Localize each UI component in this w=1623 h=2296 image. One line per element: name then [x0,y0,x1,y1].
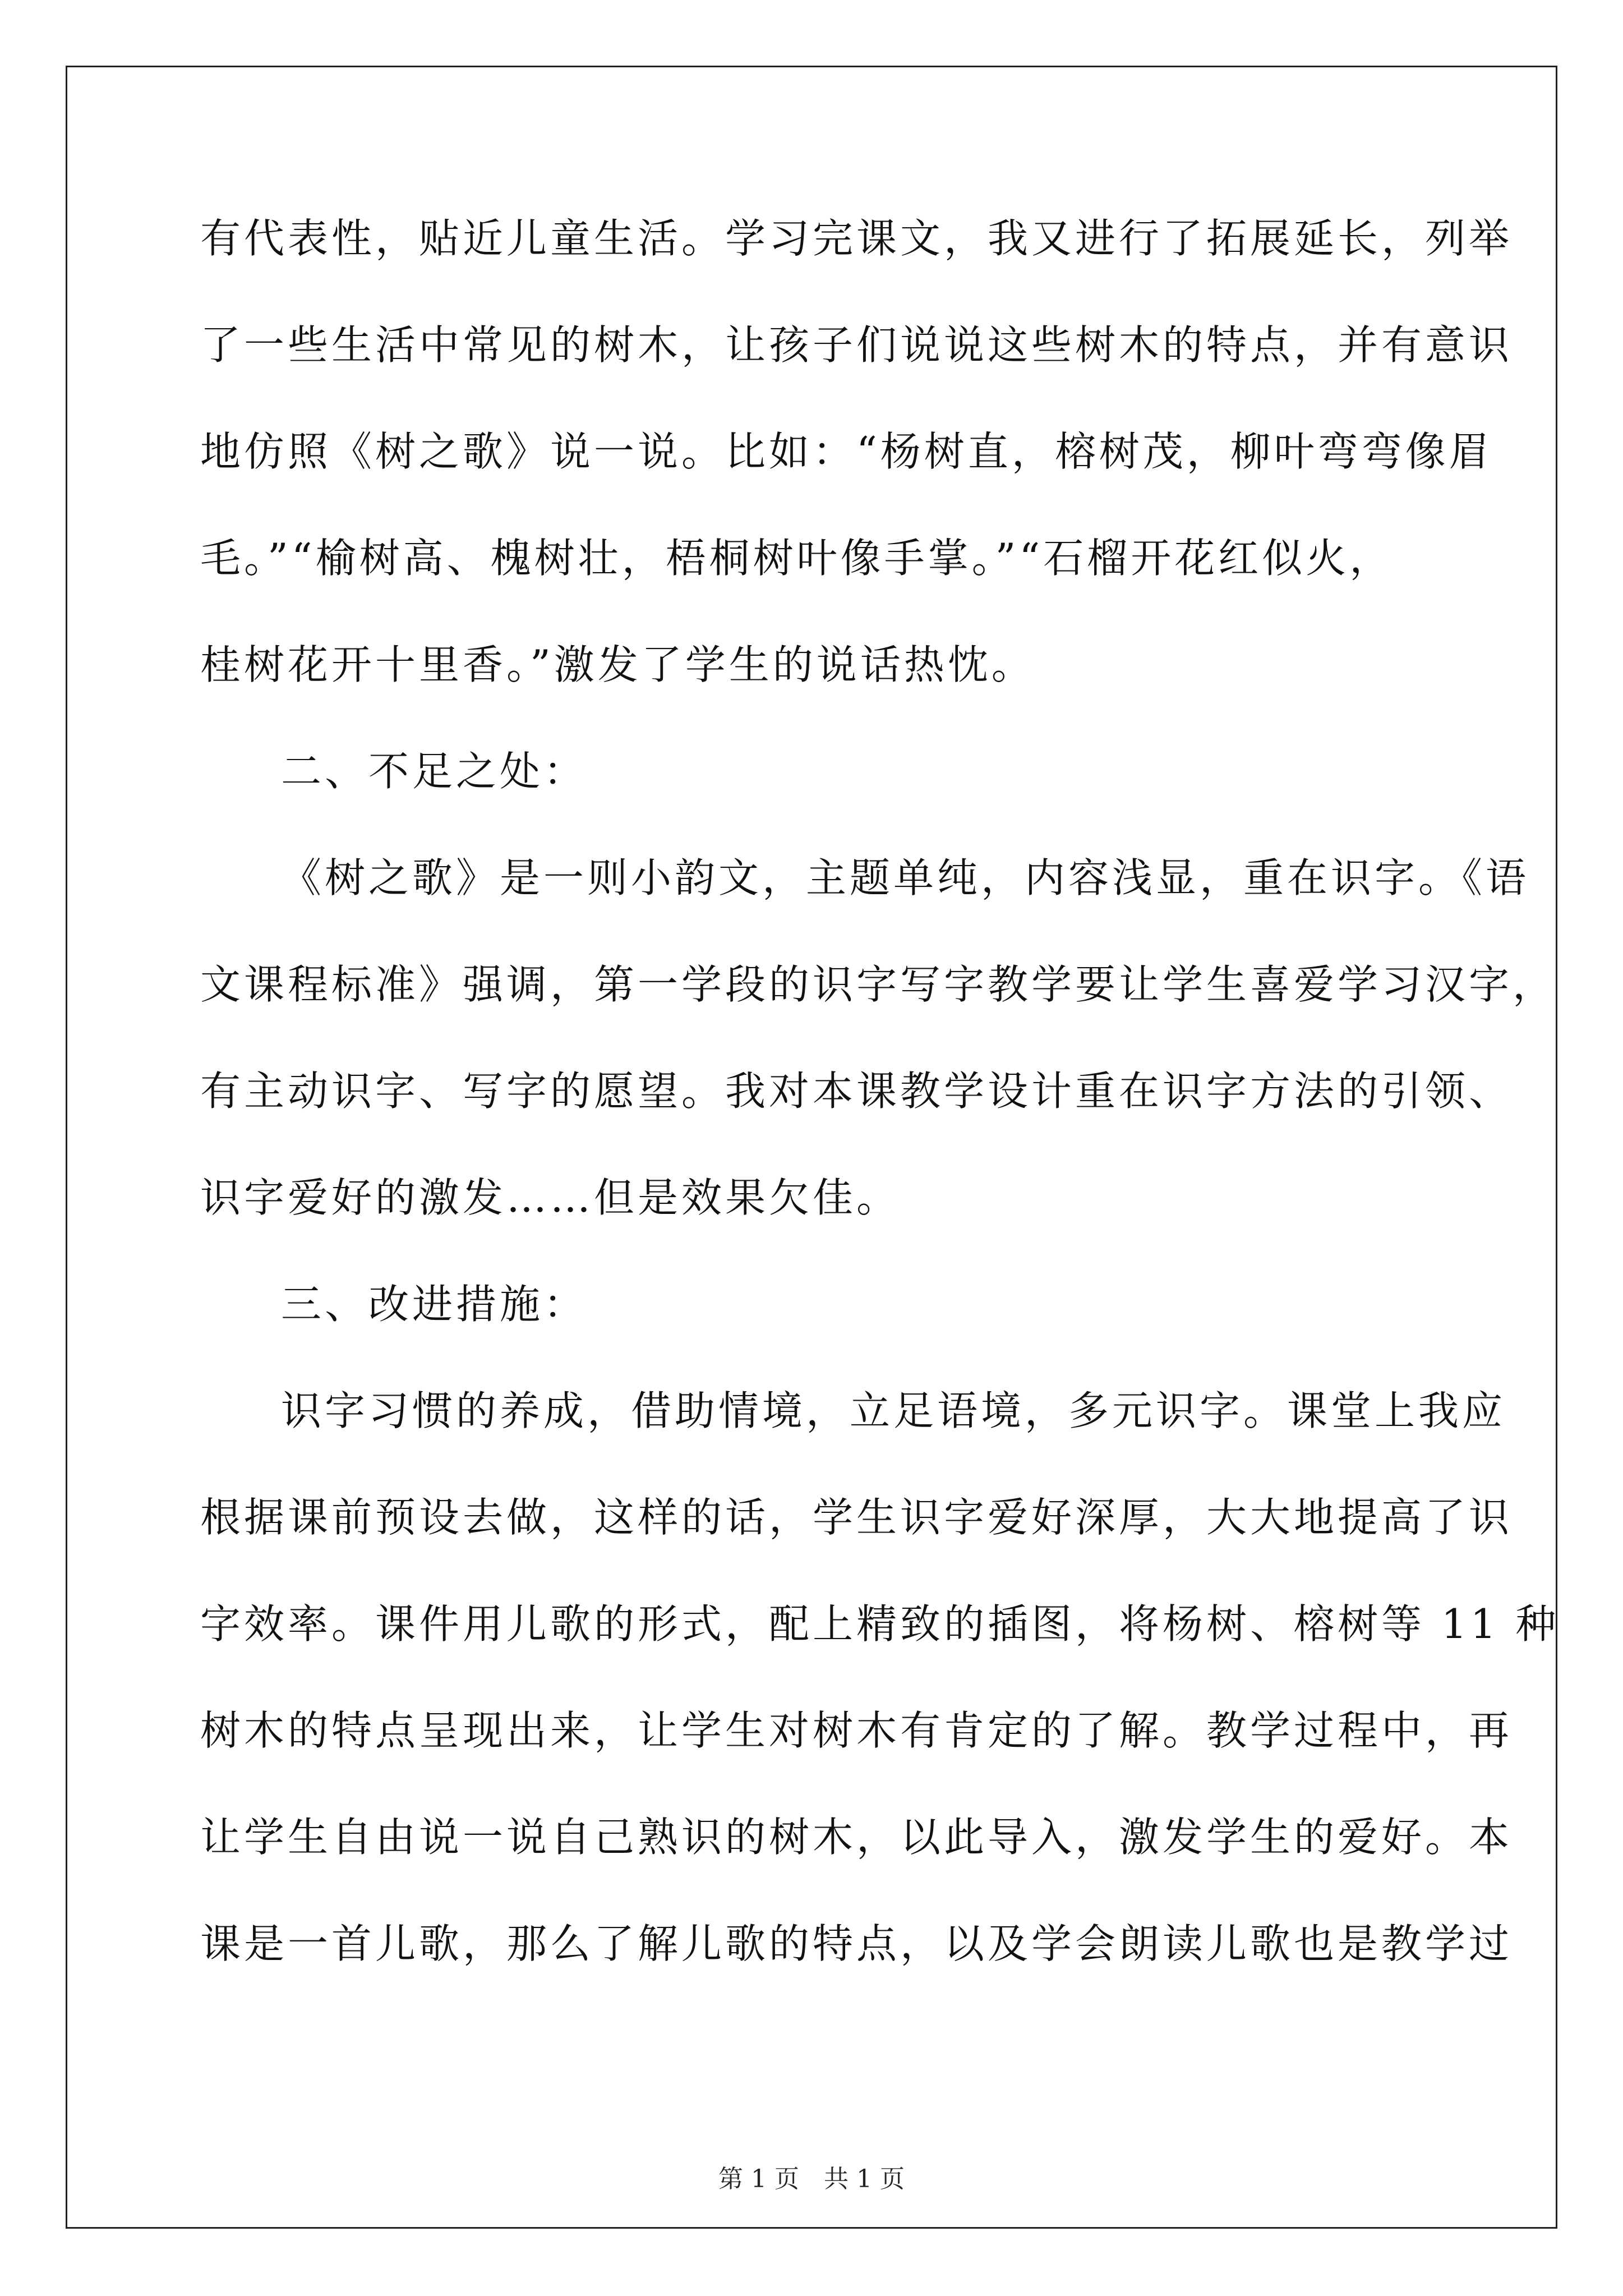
page-border [66,66,1560,2229]
text-line: 课是一首儿歌，那么了解儿歌的特点，以及学会朗读儿歌也是教学过 [200,1920,1513,1967]
text-line: 根据课前预设去做，这样的话，学生识字爱好深厚，大大地提高了识 [200,1494,1513,1541]
text-line: 了一些生活中常见的树木，让孩子们说说这些树木的特点，并有意识 [200,321,1513,369]
text-line: 桂树花开十里香。”激发了学生的说话热忱。 [200,641,1035,688]
text-line: 树木的特点呈现出来，让学生对树木有肯定的了解。教学过程中，再 [200,1707,1513,1754]
text-line: 《树之歌》是一则小韵文，主题单纯，内容浅显，重在识字。《语 [281,854,1530,901]
text-line: 识字习惯的养成，借助情境，立足语境，多元识字。课堂上我应 [281,1387,1506,1434]
section-heading: 二、不足之处： [281,748,588,795]
text-line: 让学生自由说一说自己熟识的树木，以此导入，激发学生的爱好。本 [200,1814,1513,1861]
page-footer: 第 1 页 共 1 页 [718,2165,905,2193]
text-line: 地仿照《树之歌》说一说。比如：“杨树直，榕树茂，柳叶弯弯像眉 [200,428,1493,475]
text-line: 毛。”“榆树高、槐树壮，梧桐树叶像手掌。”“石榴开花红似火， [200,535,1394,582]
text-line: 识字爱好的激发……但是效果欠佳。 [200,1174,901,1221]
text-line: 有代表性，贴近儿童生活。学习完课文，我又进行了拓展延长，列举 [200,215,1513,262]
section-heading: 三、改进措施： [281,1281,588,1328]
text-line: 有主动识字、写字的愿望。我对本课教学设计重在识字方法的引领、 [200,1068,1513,1115]
text-line: 文课程标准》强调，第一学段的识字写字教学要让学生喜爱学习汉字， [200,961,1557,1008]
text-line: 字效率。课件用儿歌的形式，配上精致的插图，将杨树、榕树等 11 种 [200,1600,1560,1648]
